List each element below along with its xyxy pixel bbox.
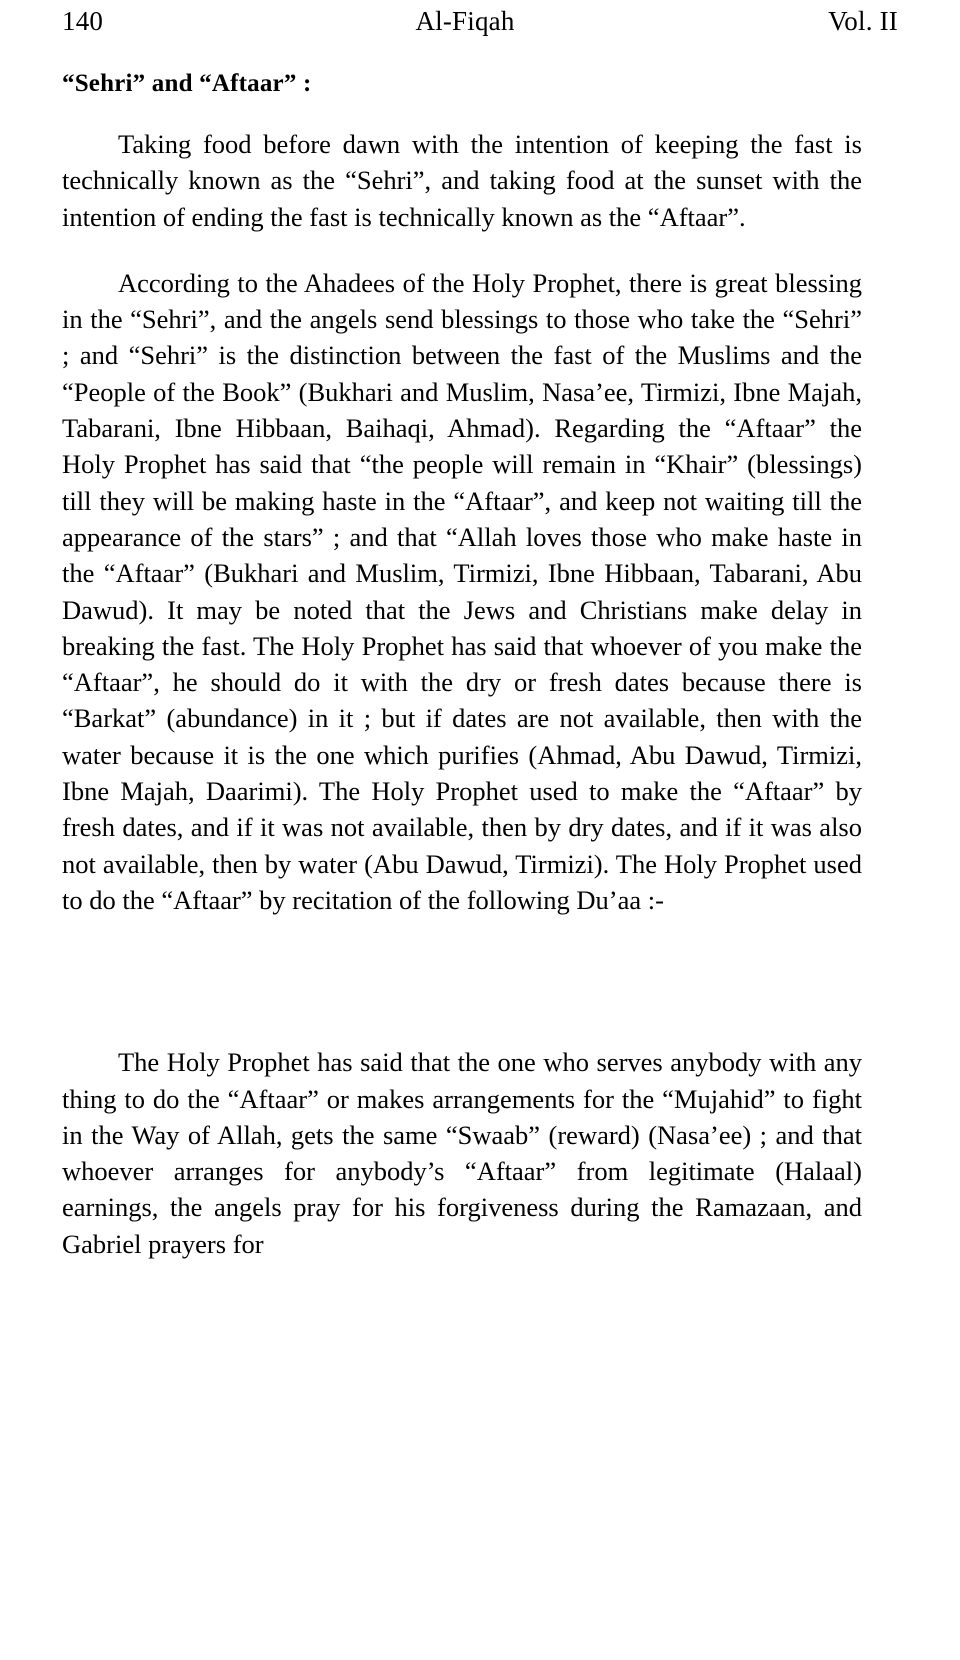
page-header <box>62 6 898 40</box>
page-content <box>62 70 862 1262</box>
paragraph-sehri-aftaar-definition: Taking food before dawn with the intention of keeping the fast is technically known as the “Sehri”, and taking food at the sunset with the intention of ending the fast is technically known as the “Aftaar”. <box>62 129 862 232</box>
volume-label: Vol. II <box>828 6 898 36</box>
book-title: Al-Fiqah <box>415 6 515 36</box>
section-heading: “Sehri” and “Aftaar” : <box>62 70 312 97</box>
paragraph-ahadees-blessings: According to the Ahadees of the Holy Prophet, there is great blessing in the “Sehri”, and the angels send blessings to those who take the “Sehri” ; and “Sehri” is the distinction between the fast of the Muslims and the “People of the Book” (Bukhari and Muslim, Nasa’ee, Tirmizi, Ibne Majah, Tabarani, Ibne Hibbaan, Baihaqi, Ahmad). Regarding the “Aftaar” the Holy Prophet has said that “the people will remain in “Khair” (blessings) till they will be making haste in the “Aftaar”, and keep not waiting till the appearance of the stars” ; and that “Allah loves those who make haste in the “Aftaar” (Bukhari and Muslim, Tirmizi, Ibne Hibbaan, Tabarani, Abu Dawud). It may be noted that the Jews and Christians make delay in breaking the fast. The Holy Prophet has said that whoever of you make the “Aftaar”, he should do it with the dry or fresh dates because there is “Barkat” (abundance) in it ; but if dates are not available, then with the water because it is the one which purifies (Ahmad, Abu Dawud, Tirmizi, Ibne Majah, Daarimi). The Holy Prophet used to make the “Aftaar” by fresh dates, and if it was not available, then by dry dates, and if it was also not available, then by water (Abu Dawud, Tirmizi). The Holy Prophet used to do the “Aftaar” by recitation of the following Du’aa :- <box>62 267 862 915</box>
duaa-space <box>62 948 862 1044</box>
paragraph-serving-aftaar-reward: The Holy Prophet has said that the one who serves anybody with any thing to do the “Aftaar” or makes arrangements for the “Mujahid” to fight in the Way of Allah, gets the same “Swaab” (reward) (Nasa’ee) ; and that whoever arranges for anybody’s “Aftaar” from legitimate (Halaal) earnings, the angels pray for his forgiveness during the Ramazaan, and Gabriel prayers for <box>62 1047 862 1259</box>
page-number: 140 <box>62 6 104 36</box>
